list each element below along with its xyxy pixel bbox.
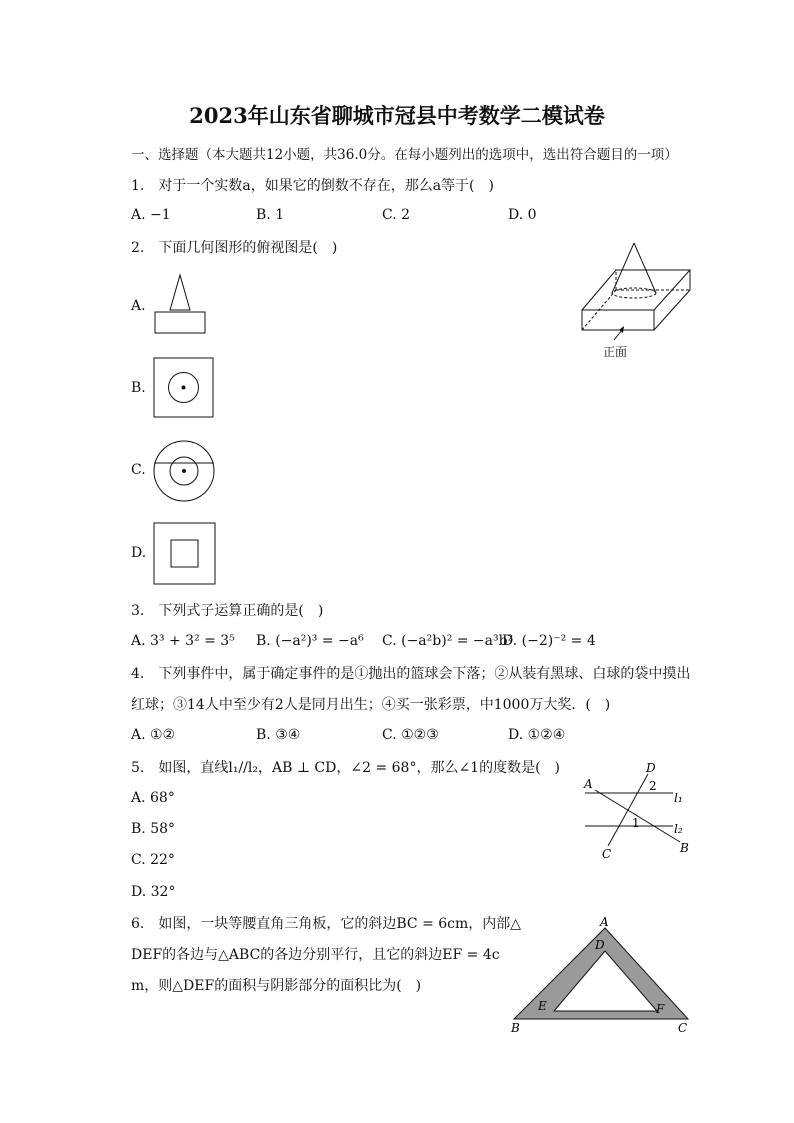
q6-label-b: B [511,1021,520,1035]
q2-option-d-label[interactable]: D. [131,545,147,561]
q2-option-a-figure[interactable] [153,272,209,336]
q5-label-l2: l₂ [674,822,683,836]
q6-stem-line2: DEF的各边与△ABC的各边分别平行，且它的斜边EF = 4c [131,947,500,963]
q5-label-c: C [602,847,612,861]
page-title: 2023年山东省聊城市冠县中考数学二模试卷 [189,103,605,128]
q2-stem: 2. 下面几何图形的俯视图是( ) [131,240,338,256]
q3-stem: 3. 下列式子运算正确的是( ) [131,603,324,619]
q3-option-a[interactable]: A. 3³ + 3² = 3⁵ [131,633,235,649]
q4-stem-line2: 红球；③14人中至少有2人是同月出生；④买一张彩票，中1000万大奖．( ) [131,697,611,713]
q1-stem: 1. 对于一个实数a，如果它的倒数不存在，那么a等于( ) [131,178,494,194]
q6-label-a: A [600,915,609,929]
q3-option-c[interactable]: C. (−a²b)² = −a³b² [382,633,514,649]
q5-stem: 5. 如图，直线l₁//l₂，AB ⊥ CD，∠2 = 68°，那么∠1的度数是( ) [131,760,561,776]
q6-triangle-figure [508,914,692,1038]
q4-option-b[interactable]: B. ③④ [256,727,301,743]
q5-label-d: D [646,761,656,775]
q6-label-f: F [656,1002,665,1016]
q6-label-e: E [538,999,547,1013]
q2-option-a-label[interactable]: A. [131,298,146,314]
q4-option-a[interactable]: A. ①② [131,727,176,743]
q2-option-c-label[interactable]: C. [131,462,146,478]
q4-option-d[interactable]: D. ①②④ [508,727,566,743]
q5-label-l1: l₁ [674,791,683,805]
q2-option-d-figure[interactable] [153,522,217,586]
q6-stem-line3: m，则△DEF的面积与阴影部分的面积比为( ) [131,978,422,994]
q1-option-b[interactable]: B. 1 [256,207,285,223]
q4-stem-line1: 4. 下列事件中，属于确定事件的是①抛出的篮球会下落；②从装有黑球、白球的袋中摸出 [131,666,691,682]
q2-option-b-figure[interactable] [153,357,215,419]
q5-option-d[interactable]: D. 32° [131,884,176,900]
q5-label-angle2: 2 [649,779,657,793]
q6-label-c: C [678,1021,688,1035]
q4-option-c[interactable]: C. ①②③ [382,727,439,743]
q1-option-a[interactable]: A. −1 [131,207,171,223]
q3-option-d[interactable]: D. (−2)⁻² = 4 [502,633,596,649]
q3-option-b[interactable]: B. (−a²)³ = −a⁶ [256,633,364,649]
q1-option-c[interactable]: C. 2 [382,207,411,223]
section-heading: 一、选择题（本大题共12小题，共36.0分。在每小题列出的选项中，选出符合题目的一项） [131,147,678,163]
q5-label-angle1: 1 [632,816,640,830]
q5-label-b: B [680,841,689,855]
q6-stem-line1: 6. 如图，一块等腰直角三角板，它的斜边BC = 6cm，内部△ [131,916,522,932]
q2-figure-caption: 正面 [603,345,628,359]
q5-parallel-lines-figure [580,760,692,862]
q6-label-d: D [595,938,605,952]
q2-option-b-label[interactable]: B. [131,380,146,396]
q5-option-b[interactable]: B. 58° [131,821,176,837]
q5-option-c[interactable]: C. 22° [131,852,175,868]
q5-option-a[interactable]: A. 68° [131,790,175,806]
q5-label-a: A [584,777,593,791]
q1-option-d[interactable]: D. 0 [508,207,537,223]
q2-option-c-figure[interactable] [152,439,216,503]
q2-cone-box-figure [576,240,696,360]
